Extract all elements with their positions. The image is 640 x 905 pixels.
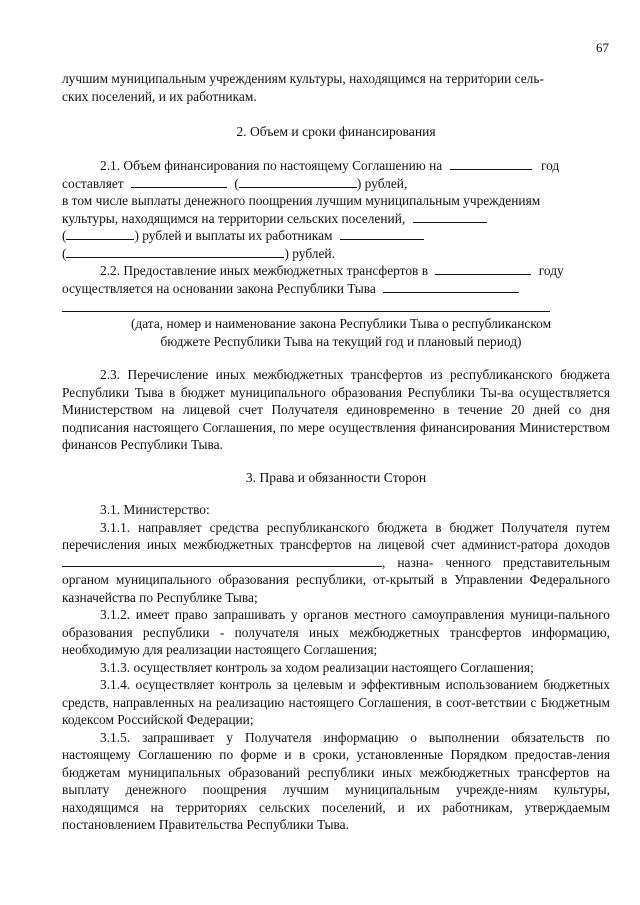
p31-text: 3.1. Министерство: — [100, 502, 210, 517]
p314-text: 3.1.4. осуществляет контроль за целевым и эффективным использованием бюджетных средств, направленных на реализацию настоящего Соглашения, в соот-ветствии с Бюджетным кодексом Российской Федерации; — [62, 677, 610, 727]
p315-text: 3.1.5. запрашивает у Получателя информацию о выполнении обязательств по настоящему Соглашению по форме и в сроки, установленные Порядком предостав-ления бюджетам муниципальных образований республики иных межбюджетных трансфертов на выплату денежного поощрения лучшим муниципальным учрежде-ниям культуры, находящимся на территориях сельских поселений, и их работникам, утверждаемым постановлением Правительства Республики Тыва. — [62, 729, 610, 832]
p22-text-b: году — [538, 263, 564, 278]
year-blank-2[interactable] — [435, 262, 531, 275]
paragraph-2-1 — [62, 157, 610, 262]
intro-paragraph — [62, 70, 610, 105]
institutions-amount-blank[interactable] — [413, 210, 487, 223]
page-number: 67 — [596, 40, 609, 55]
p21-text-k: ) рублей. — [284, 245, 335, 261]
law-blank-line[interactable] — [62, 297, 550, 312]
law-blank[interactable] — [383, 280, 519, 293]
section-3-title: 3. Права и обязанности Сторон — [245, 470, 427, 485]
p312-text: 3.1.2. имеет право запрашивать у органов местного самоуправления муници-пального образования республики - получателя иных межбюджетных трансфертов информацию, необходимую для реализации настоящего Соглашения; — [62, 607, 610, 657]
paragraph-2-2 — [62, 262, 610, 350]
institutions-words-blank[interactable] — [66, 227, 134, 240]
p21-text-f: в том числе выплаты денежного поощрения лучшим муниципальным учреждениям — [62, 193, 541, 208]
amount-blank[interactable] — [131, 175, 227, 188]
p21-text-h: ( — [62, 228, 67, 243]
workers-amount-blank[interactable] — [340, 227, 424, 240]
p21-text-a: 2.1. Объем финансирования по настоящему Соглашению на — [100, 158, 443, 173]
p21-text-j: ( — [62, 245, 67, 261]
p313-text: 3.1.3. осуществляет контроль за ходом реализации настоящего Соглашения; — [100, 659, 534, 675]
p21-text-d: ( — [234, 175, 239, 191]
paragraph-2-3 — [62, 366, 610, 454]
workers-words-blank[interactable] — [66, 245, 284, 258]
law-note-line-1: (дата, номер и наименование закона Республики Тыва о республиканском — [130, 316, 552, 331]
p21-text-b: год — [540, 158, 560, 173]
p21-text-g: культуры, находящимся на территории сельских поселений, — [62, 210, 406, 226]
p311-text — [62, 519, 610, 607]
p23-text: 2.3. Перечисление иных межбюджетных трансфертов из республиканского бюджета Республики Тыва в бюджет муниципального образования Республики Ты-ва осуществляется Министерством на лицевой счет Получателя единовременно в течение 20 дней со дня подписания настоящего Соглашения, по мере осуществления финансирования Министерством финансов Республики Тыва. — [62, 367, 610, 452]
p311-text-c: ченного представительным органом муниципального образования республики, от-крытый в Управлении Федерального казначейства по Республике Тыва; — [62, 554, 610, 605]
p22-text-c: осуществляется на основании закона Республики Тыва — [62, 280, 376, 296]
amount-words-blank[interactable] — [239, 175, 357, 188]
intro-line-2: ских поселений, и их работникам. — [62, 88, 257, 104]
p22-text-a: 2.2. Предоставление иных межбюджетных трансфертов в — [100, 263, 429, 278]
p21-text-c: составляет — [62, 175, 124, 191]
p311-text-a: 3.1.1. направляет средства республиканского бюджета в бюджет Получателя путем перечисления иных межбюджетных трансфертов на лицевой счет админист-ратора доходов — [62, 519, 610, 552]
p21-text-i: ) рублей и выплаты их работникам — [134, 228, 333, 243]
administrator-blank[interactable] — [62, 554, 382, 567]
section-2-title: 2. Объем и сроки финансирования — [236, 124, 436, 139]
p311-text-b: , назна- — [382, 554, 434, 570]
year-blank[interactable] — [450, 157, 532, 170]
law-note-line-2: бюджете Республики Тыва на текущий год и плановый период) — [160, 333, 522, 349]
section-3-body — [62, 501, 610, 834]
intro-line-1: лучшим муниципальным учреждениям культуры, находящимся на территории сель- — [62, 71, 544, 86]
p21-text-e: ) рублей, — [356, 175, 408, 191]
